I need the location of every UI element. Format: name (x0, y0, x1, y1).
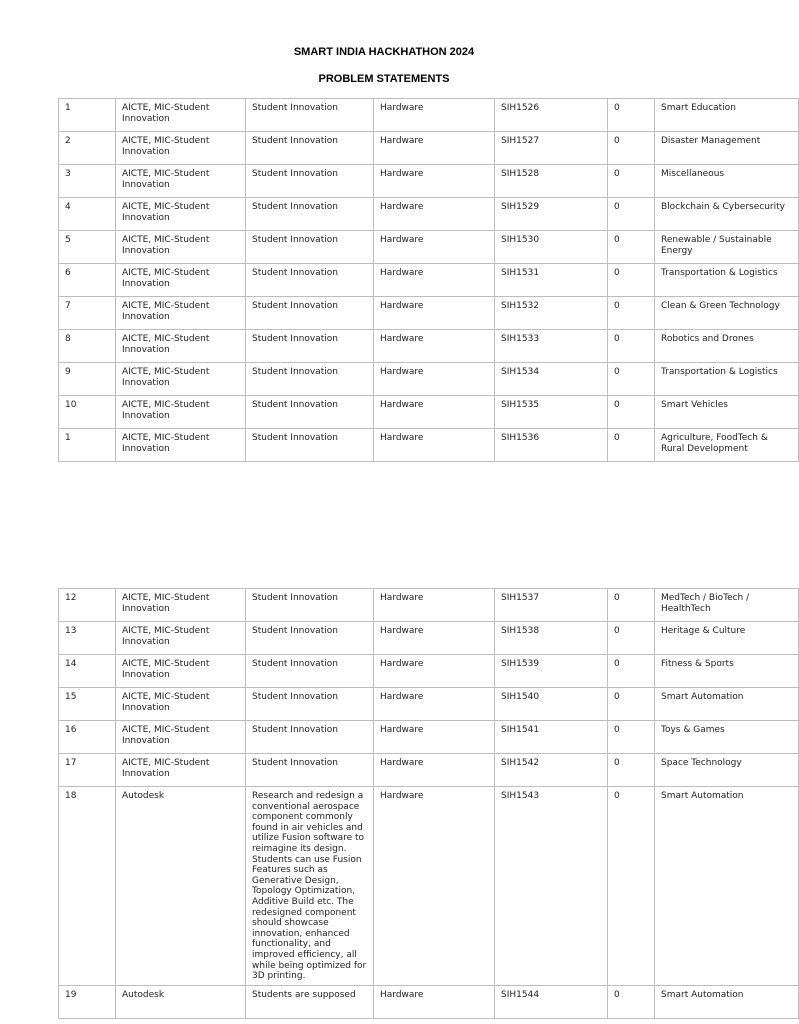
ps-code-cell: SIH1538 (495, 622, 608, 655)
submission-count-cell: 0 (608, 589, 655, 622)
theme-cell: Smart Vehicles (655, 396, 799, 429)
submission-count-cell: 0 (608, 396, 655, 429)
problem-title-cell: Student Innovation (246, 264, 374, 297)
category-type-cell: Hardware (374, 198, 495, 231)
ps-code-cell: SIH1533 (495, 330, 608, 363)
theme-cell: Fitness & Sports (655, 655, 799, 688)
serial-number-cell: 6 (59, 264, 116, 297)
table-row (59, 589, 799, 622)
submission-count-cell: 0 (608, 363, 655, 396)
problem-title-cell: Student Innovation (246, 231, 374, 264)
ps-code-cell: SIH1529 (495, 198, 608, 231)
ps-code-cell: SIH1527 (495, 132, 608, 165)
serial-number-cell: 10 (59, 396, 116, 429)
organization-cell: AICTE, MIC-Student Innovation (116, 297, 246, 330)
organization-cell: AICTE, MIC-Student Innovation (116, 655, 246, 688)
category-type-cell: Hardware (374, 99, 495, 132)
organization-cell: AICTE, MIC-Student Innovation (116, 589, 246, 622)
serial-number-cell: 13 (59, 622, 116, 655)
table-row (59, 165, 799, 198)
theme-cell: Space Technology (655, 754, 799, 787)
serial-number-cell: 9 (59, 363, 116, 396)
problem-title-cell: Student Innovation (246, 688, 374, 721)
category-type-cell: Hardware (374, 589, 495, 622)
problem-title-cell: Student Innovation (246, 165, 374, 198)
problem-title-cell: Students are supposed (246, 985, 374, 1018)
organization-cell: AICTE, MIC-Student Innovation (116, 622, 246, 655)
serial-number-cell: 4 (59, 198, 116, 231)
serial-number-cell: 15 (59, 688, 116, 721)
submission-count-cell: 0 (608, 622, 655, 655)
table-row (59, 264, 799, 297)
problem-statements-table (58, 98, 799, 462)
theme-cell: Toys & Games (655, 721, 799, 754)
theme-cell: Transportation & Logistics (655, 363, 799, 396)
table-row (59, 132, 799, 165)
problem-title-cell: Student Innovation (246, 297, 374, 330)
table-row (59, 429, 799, 462)
theme-cell: MedTech / BioTech / HealthTech (655, 589, 799, 622)
submission-count-cell: 0 (608, 754, 655, 787)
ps-code-cell: SIH1541 (495, 721, 608, 754)
problem-title-cell: Student Innovation (246, 721, 374, 754)
ps-code-cell: SIH1531 (495, 264, 608, 297)
organization-cell: Autodesk (116, 787, 246, 986)
table-row (59, 297, 799, 330)
ps-code-cell: SIH1535 (495, 396, 608, 429)
serial-number-cell: 8 (59, 330, 116, 363)
problem-title-cell: Student Innovation (246, 622, 374, 655)
theme-cell: Smart Automation (655, 787, 799, 986)
table-row (59, 787, 799, 986)
submission-count-cell: 0 (608, 297, 655, 330)
category-type-cell: Hardware (374, 622, 495, 655)
submission-count-cell: 0 (608, 231, 655, 264)
serial-number-cell: 16 (59, 721, 116, 754)
serial-number-cell: 2 (59, 132, 116, 165)
organization-cell: AICTE, MIC-Student Innovation (116, 132, 246, 165)
serial-number-cell: 3 (59, 165, 116, 198)
table-row (59, 198, 799, 231)
ps-code-cell: SIH1530 (495, 231, 608, 264)
problem-title-cell: Student Innovation (246, 99, 374, 132)
problem-title-cell: Student Innovation (246, 363, 374, 396)
submission-count-cell: 0 (608, 787, 655, 986)
organization-cell: AICTE, MIC-Student Innovation (116, 330, 246, 363)
document-title: SMART INDIA HACKHATHON 2024 (293, 46, 475, 58)
table-row (59, 396, 799, 429)
table-row (59, 721, 799, 754)
submission-count-cell: 0 (608, 132, 655, 165)
organization-cell: AICTE, MIC-Student Innovation (116, 363, 246, 396)
theme-cell: Disaster Management (655, 132, 799, 165)
problem-title-cell: Student Innovation (246, 132, 374, 165)
submission-count-cell: 0 (608, 165, 655, 198)
table-row (59, 231, 799, 264)
serial-number-cell: 1 (59, 429, 116, 462)
category-type-cell: Hardware (374, 721, 495, 754)
submission-count-cell: 0 (608, 330, 655, 363)
problem-title-cell: Student Innovation (246, 330, 374, 363)
serial-number-cell: 14 (59, 655, 116, 688)
ps-code-cell: SIH1542 (495, 754, 608, 787)
table-row (59, 754, 799, 787)
category-type-cell: Hardware (374, 396, 495, 429)
ps-code-cell: SIH1534 (495, 363, 608, 396)
theme-cell: Smart Automation (655, 985, 799, 1018)
category-type-cell: Hardware (374, 688, 495, 721)
problem-title-cell: Student Innovation (246, 198, 374, 231)
submission-count-cell: 0 (608, 655, 655, 688)
organization-cell: AICTE, MIC-Student Innovation (116, 165, 246, 198)
organization-cell: AICTE, MIC-Student Innovation (116, 754, 246, 787)
serial-number-cell: 7 (59, 297, 116, 330)
serial-number-cell: 18 (59, 787, 116, 986)
category-type-cell: Hardware (374, 787, 495, 986)
problem-title-cell: Student Innovation (246, 589, 374, 622)
theme-cell: Robotics and Drones (655, 330, 799, 363)
table-row (59, 363, 799, 396)
document-subtitle: PROBLEM STATEMENTS (318, 73, 450, 85)
organization-cell: AICTE, MIC-Student Innovation (116, 721, 246, 754)
theme-cell: Agriculture, FoodTech & Rural Development (655, 429, 799, 462)
organization-cell: AICTE, MIC-Student Innovation (116, 396, 246, 429)
serial-number-cell: 19 (59, 985, 116, 1018)
serial-number-cell: 12 (59, 589, 116, 622)
serial-number-cell: 17 (59, 754, 116, 787)
table-row (59, 985, 799, 1018)
organization-cell: AICTE, MIC-Student Innovation (116, 99, 246, 132)
category-type-cell: Hardware (374, 429, 495, 462)
category-type-cell: Hardware (374, 132, 495, 165)
category-type-cell: Hardware (374, 297, 495, 330)
organization-cell: Autodesk (116, 985, 246, 1018)
table-row (59, 655, 799, 688)
theme-cell: Miscellaneous (655, 165, 799, 198)
ps-code-cell: SIH1537 (495, 589, 608, 622)
ps-code-cell: SIH1540 (495, 688, 608, 721)
submission-count-cell: 0 (608, 99, 655, 132)
ps-code-cell: SIH1544 (495, 985, 608, 1018)
category-type-cell: Hardware (374, 363, 495, 396)
category-type-cell: Hardware (374, 231, 495, 264)
organization-cell: AICTE, MIC-Student Innovation (116, 231, 246, 264)
theme-cell: Renewable / Sustainable Energy (655, 231, 799, 264)
organization-cell: AICTE, MIC-Student Innovation (116, 198, 246, 231)
category-type-cell: Hardware (374, 985, 495, 1018)
ps-code-cell: SIH1543 (495, 787, 608, 986)
table-row (59, 99, 799, 132)
submission-count-cell: 0 (608, 429, 655, 462)
ps-code-cell: SIH1528 (495, 165, 608, 198)
ps-code-cell: SIH1532 (495, 297, 608, 330)
problem-statements-table (58, 588, 799, 1019)
theme-cell: Smart Education (655, 99, 799, 132)
submission-count-cell: 0 (608, 264, 655, 297)
ps-code-cell: SIH1526 (495, 99, 608, 132)
category-type-cell: Hardware (374, 165, 495, 198)
problem-title-cell: Research and redesign a conventional aerospace component commonly found in air vehicles and utilize Fusion software to reimagine its design. Students can use Fusion Features such as Generative Design, Topology Optimization, Additive Build etc. The redesigned component should showcase innovation, enhanced functionality, and improved efficiency, all while being optimized for 3D printing. (246, 787, 374, 986)
submission-count-cell: 0 (608, 721, 655, 754)
category-type-cell: Hardware (374, 754, 495, 787)
problem-title-cell: Student Innovation (246, 396, 374, 429)
theme-cell: Blockchain & Cybersecurity (655, 198, 799, 231)
problem-title-cell: Student Innovation (246, 754, 374, 787)
submission-count-cell: 0 (608, 985, 655, 1018)
problem-title-cell: Student Innovation (246, 429, 374, 462)
category-type-cell: Hardware (374, 264, 495, 297)
theme-cell: Clean & Green Technology (655, 297, 799, 330)
submission-count-cell: 0 (608, 688, 655, 721)
ps-code-cell: SIH1536 (495, 429, 608, 462)
organization-cell: AICTE, MIC-Student Innovation (116, 688, 246, 721)
serial-number-cell: 1 (59, 99, 116, 132)
submission-count-cell: 0 (608, 198, 655, 231)
table-row (59, 330, 799, 363)
problem-title-cell: Student Innovation (246, 655, 374, 688)
table-row (59, 622, 799, 655)
organization-cell: AICTE, MIC-Student Innovation (116, 429, 246, 462)
serial-number-cell: 5 (59, 231, 116, 264)
organization-cell: AICTE, MIC-Student Innovation (116, 264, 246, 297)
category-type-cell: Hardware (374, 655, 495, 688)
theme-cell: Smart Automation (655, 688, 799, 721)
ps-code-cell: SIH1539 (495, 655, 608, 688)
table-row (59, 688, 799, 721)
theme-cell: Heritage & Culture (655, 622, 799, 655)
theme-cell: Transportation & Logistics (655, 264, 799, 297)
category-type-cell: Hardware (374, 330, 495, 363)
